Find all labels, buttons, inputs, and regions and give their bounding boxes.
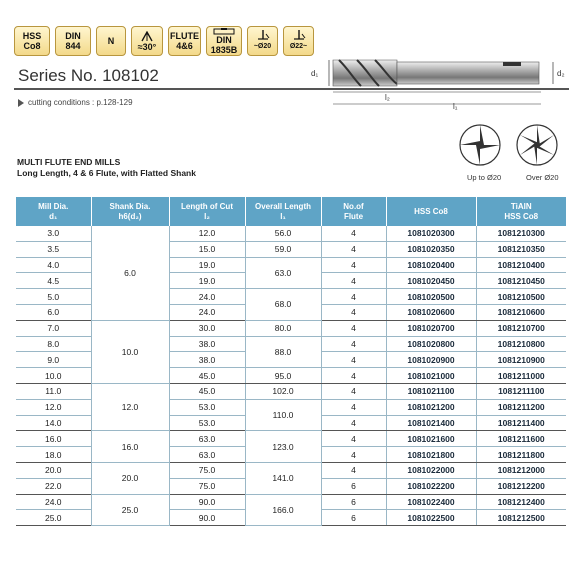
- cell-no-of-flute: 4: [321, 320, 386, 336]
- header-label: No.of: [343, 201, 364, 211]
- cell-tialn-code: 1081210350: [476, 241, 566, 257]
- diagram-label-l1: l₁: [453, 102, 458, 110]
- cell-mill-dia: 22.0: [16, 478, 91, 494]
- cell-tialn-code: 1081211100: [476, 383, 566, 399]
- header-label: Mill Dia.: [38, 201, 69, 211]
- cell-hss-co8-code: 1081021400: [386, 415, 476, 431]
- badge-text: 4&6: [176, 41, 193, 51]
- cell-no-of-flute: 4: [321, 336, 386, 352]
- cell-tialn-code: 1081211400: [476, 415, 566, 431]
- cell-mill-dia: 18.0: [16, 447, 91, 463]
- cell-no-of-flute: 4: [321, 241, 386, 257]
- cell-length-of-cut: 53.0: [169, 415, 245, 431]
- cell-shank-dia: 16.0: [91, 431, 169, 463]
- cell-hss-co8-code: 1081020450: [386, 273, 476, 289]
- header-sublabel: l₁: [280, 211, 286, 221]
- table-row: [16, 462, 566, 478]
- cell-tialn-code: 1081210800: [476, 336, 566, 352]
- center-cutting-icon: [255, 30, 271, 42]
- cell-mill-dia: 10.0: [16, 368, 91, 384]
- cell-hss-co8-code: 1081022000: [386, 462, 476, 478]
- cell-overall-length: 80.0: [245, 320, 321, 336]
- cell-mill-dia: 3.5: [16, 241, 91, 257]
- cell-tialn-code: 1081212500: [476, 510, 566, 526]
- cell-shank-dia: 10.0: [91, 320, 169, 383]
- cell-tialn-code: 1081212400: [476, 494, 566, 510]
- section-label-over-20: Over Ø20: [526, 173, 559, 182]
- arrow-right-icon: [18, 99, 24, 107]
- cell-tialn-code: 1081211600: [476, 431, 566, 447]
- col-header-overall-length: [245, 197, 321, 226]
- cell-mill-dia: 6.0: [16, 304, 91, 320]
- cell-hss-co8-code: 1081020300: [386, 226, 476, 241]
- diagram-label-l2: l₂: [385, 93, 390, 102]
- cell-no-of-flute: 4: [321, 383, 386, 399]
- header-sublabel: HSS Co8: [504, 211, 539, 221]
- cell-length-of-cut: 15.0: [169, 241, 245, 257]
- cell-mill-dia: 14.0: [16, 415, 91, 431]
- diagram-label-d2: d₂: [557, 69, 565, 78]
- cell-mill-dia: 24.0: [16, 494, 91, 510]
- badge-helix-30: [131, 26, 163, 56]
- cell-no-of-flute: 4: [321, 273, 386, 289]
- cell-hss-co8-code: 1081021600: [386, 431, 476, 447]
- badge-flute-4-6: [168, 26, 201, 56]
- cell-hss-co8-code: 1081020350: [386, 241, 476, 257]
- cell-tialn-code: 1081210300: [476, 226, 566, 241]
- cell-overall-length: 166.0: [245, 494, 321, 526]
- col-header-shank-dia: [91, 197, 169, 226]
- header-sublabel: l₂: [204, 211, 210, 221]
- badge-up-to-20: [247, 26, 278, 56]
- cross-section-illustrations: [455, 123, 565, 173]
- cell-length-of-cut: 63.0: [169, 447, 245, 463]
- header-label: TiAlN: [510, 201, 532, 211]
- cell-hss-co8-code: 1081020400: [386, 257, 476, 273]
- cell-mill-dia: 3.0: [16, 226, 91, 241]
- non-center-cutting-icon: [291, 30, 307, 42]
- cell-tialn-code: 1081210450: [476, 273, 566, 289]
- cell-tialn-code: 1081212200: [476, 478, 566, 494]
- cell-no-of-flute: 4: [321, 257, 386, 273]
- cell-mill-dia: 16.0: [16, 431, 91, 447]
- badge-text: 1835B: [210, 45, 238, 55]
- badge-text: ~Ø20: [253, 43, 272, 50]
- cell-length-of-cut: 12.0: [169, 226, 245, 241]
- badge-din-1835b: [206, 26, 242, 56]
- cell-no-of-flute: 4: [321, 431, 386, 447]
- cell-overall-length: 59.0: [245, 241, 321, 257]
- cell-no-of-flute: 6: [321, 478, 386, 494]
- cell-overall-length: 56.0: [245, 226, 321, 241]
- cell-length-of-cut: 38.0: [169, 336, 245, 352]
- cell-overall-length: 141.0: [245, 462, 321, 494]
- cell-hss-co8-code: 1081021000: [386, 368, 476, 384]
- col-header-hss-co8: [386, 197, 476, 226]
- cell-tialn-code: 1081211800: [476, 447, 566, 463]
- cell-overall-length: 68.0: [245, 289, 321, 321]
- cell-no-of-flute: 4: [321, 289, 386, 305]
- table-body: [16, 226, 566, 526]
- col-header-length-of-cut: [169, 197, 245, 226]
- cell-length-of-cut: 63.0: [169, 431, 245, 447]
- cell-shank-dia: 20.0: [91, 462, 169, 494]
- cell-length-of-cut: 24.0: [169, 289, 245, 305]
- cell-tialn-code: 1081210400: [476, 257, 566, 273]
- cutting-conditions-text: cutting conditions : p.128-129: [28, 98, 133, 107]
- cell-overall-length: 102.0: [245, 383, 321, 399]
- specifications-table: [16, 197, 566, 526]
- table-header-row: [16, 197, 566, 226]
- cell-hss-co8-code: 1081020500: [386, 289, 476, 305]
- cell-length-of-cut: 53.0: [169, 399, 245, 415]
- badge-text: N: [107, 36, 115, 46]
- col-header-tialn: [476, 197, 566, 226]
- cell-tialn-code: 1081210500: [476, 289, 566, 305]
- flatted-shank-icon: [213, 27, 235, 35]
- end-mill-illustration: [305, 52, 567, 110]
- cell-overall-length: 123.0: [245, 431, 321, 463]
- table-row: [16, 431, 566, 447]
- cell-mill-dia: 5.0: [16, 289, 91, 305]
- cell-mill-dia: 9.0: [16, 352, 91, 368]
- cell-length-of-cut: 24.0: [169, 304, 245, 320]
- product-title-text: MULTI FLUTE END MILLS: [17, 157, 121, 167]
- table-row: [16, 494, 566, 510]
- badge-text: DIN: [216, 35, 232, 45]
- cell-tialn-code: 1081212000: [476, 462, 566, 478]
- cell-hss-co8-code: 1081022400: [386, 494, 476, 510]
- col-header-mill-dia: [16, 197, 91, 226]
- cell-hss-co8-code: 1081022500: [386, 510, 476, 526]
- cell-hss-co8-code: 1081020800: [386, 336, 476, 352]
- cell-length-of-cut: 30.0: [169, 320, 245, 336]
- header-sublabel: h6(d₂): [118, 211, 142, 221]
- spec-badges: [14, 26, 314, 56]
- cell-mill-dia: 7.0: [16, 320, 91, 336]
- cell-no-of-flute: 4: [321, 462, 386, 478]
- product-title: [17, 157, 196, 179]
- table-row: [16, 320, 566, 336]
- cell-length-of-cut: 75.0: [169, 462, 245, 478]
- cell-overall-length: 95.0: [245, 368, 321, 384]
- cell-length-of-cut: 38.0: [169, 352, 245, 368]
- cell-hss-co8-code: 1081022200: [386, 478, 476, 494]
- cell-no-of-flute: 4: [321, 304, 386, 320]
- series-title: Series No. 108102: [18, 66, 159, 85]
- badge-n: [96, 26, 126, 56]
- badge-text: Co8: [23, 41, 41, 51]
- cell-hss-co8-code: 1081021800: [386, 447, 476, 463]
- cell-no-of-flute: 6: [321, 510, 386, 526]
- cell-shank-dia: 25.0: [91, 494, 169, 526]
- header-label: Shank Dia.: [109, 201, 151, 211]
- cell-no-of-flute: 4: [321, 415, 386, 431]
- header-label: Length of Cut: [181, 201, 233, 211]
- product-subtitle: Long Length, 4 & 6 Flute, with Flatted Shank: [17, 168, 196, 178]
- cell-mill-dia: 4.5: [16, 273, 91, 289]
- cell-mill-dia: 12.0: [16, 399, 91, 415]
- cell-no-of-flute: 4: [321, 368, 386, 384]
- section-label-up-to-20: Up to Ø20: [467, 173, 502, 182]
- badge-text: 844: [65, 41, 81, 51]
- cell-overall-length: 88.0: [245, 336, 321, 368]
- cell-tialn-code: 1081211200: [476, 399, 566, 415]
- cell-tialn-code: 1081210700: [476, 320, 566, 336]
- cell-length-of-cut: 45.0: [169, 368, 245, 384]
- cell-length-of-cut: 45.0: [169, 383, 245, 399]
- badge-hss-co8: [14, 26, 50, 56]
- header-label: HSS Co8: [414, 206, 448, 216]
- cell-length-of-cut: 75.0: [169, 478, 245, 494]
- cell-shank-dia: 12.0: [91, 383, 169, 430]
- cell-mill-dia: 4.0: [16, 257, 91, 273]
- cell-mill-dia: 25.0: [16, 510, 91, 526]
- table-row: [16, 226, 566, 241]
- cell-hss-co8-code: 1081021200: [386, 399, 476, 415]
- cell-length-of-cut: 90.0: [169, 494, 245, 510]
- cell-tialn-code: 1081210900: [476, 352, 566, 368]
- cell-hss-co8-code: 1081021100: [386, 383, 476, 399]
- cell-no-of-flute: 4: [321, 226, 386, 241]
- cell-no-of-flute: 4: [321, 352, 386, 368]
- cell-mill-dia: 8.0: [16, 336, 91, 352]
- cell-hss-co8-code: 1081020900: [386, 352, 476, 368]
- cell-tialn-code: 1081211000: [476, 368, 566, 384]
- header-sublabel: Flute: [343, 211, 364, 221]
- badge-text: ≈30°: [137, 41, 157, 52]
- cell-hss-co8-code: 1081020600: [386, 304, 476, 320]
- diagram-label-d1: d₁: [311, 69, 319, 78]
- badge-text: FLUTE: [170, 31, 199, 41]
- cell-overall-length: 110.0: [245, 399, 321, 431]
- col-header-no-of-flute: [321, 197, 386, 226]
- badge-text: HSS: [22, 31, 42, 41]
- cell-no-of-flute: 4: [321, 447, 386, 463]
- cell-tialn-code: 1081210600: [476, 304, 566, 320]
- cell-length-of-cut: 19.0: [169, 273, 245, 289]
- helix-angle-icon: [140, 31, 154, 42]
- badge-din-844: [55, 26, 91, 56]
- cell-mill-dia: 11.0: [16, 383, 91, 399]
- badge-text: Ø22~: [289, 43, 308, 50]
- header-sublabel: d₁: [49, 211, 58, 221]
- cell-overall-length: 63.0: [245, 257, 321, 289]
- cell-shank-dia: 6.0: [91, 226, 169, 320]
- badge-text: DIN: [65, 31, 81, 41]
- cell-length-of-cut: 19.0: [169, 257, 245, 273]
- cell-hss-co8-code: 1081020700: [386, 320, 476, 336]
- cell-length-of-cut: 90.0: [169, 510, 245, 526]
- cutting-conditions-link[interactable]: [18, 98, 133, 107]
- cell-mill-dia: 20.0: [16, 462, 91, 478]
- header-label: Overall Length: [254, 201, 311, 211]
- cell-no-of-flute: 6: [321, 494, 386, 510]
- cell-no-of-flute: 4: [321, 399, 386, 415]
- table-row: [16, 383, 566, 399]
